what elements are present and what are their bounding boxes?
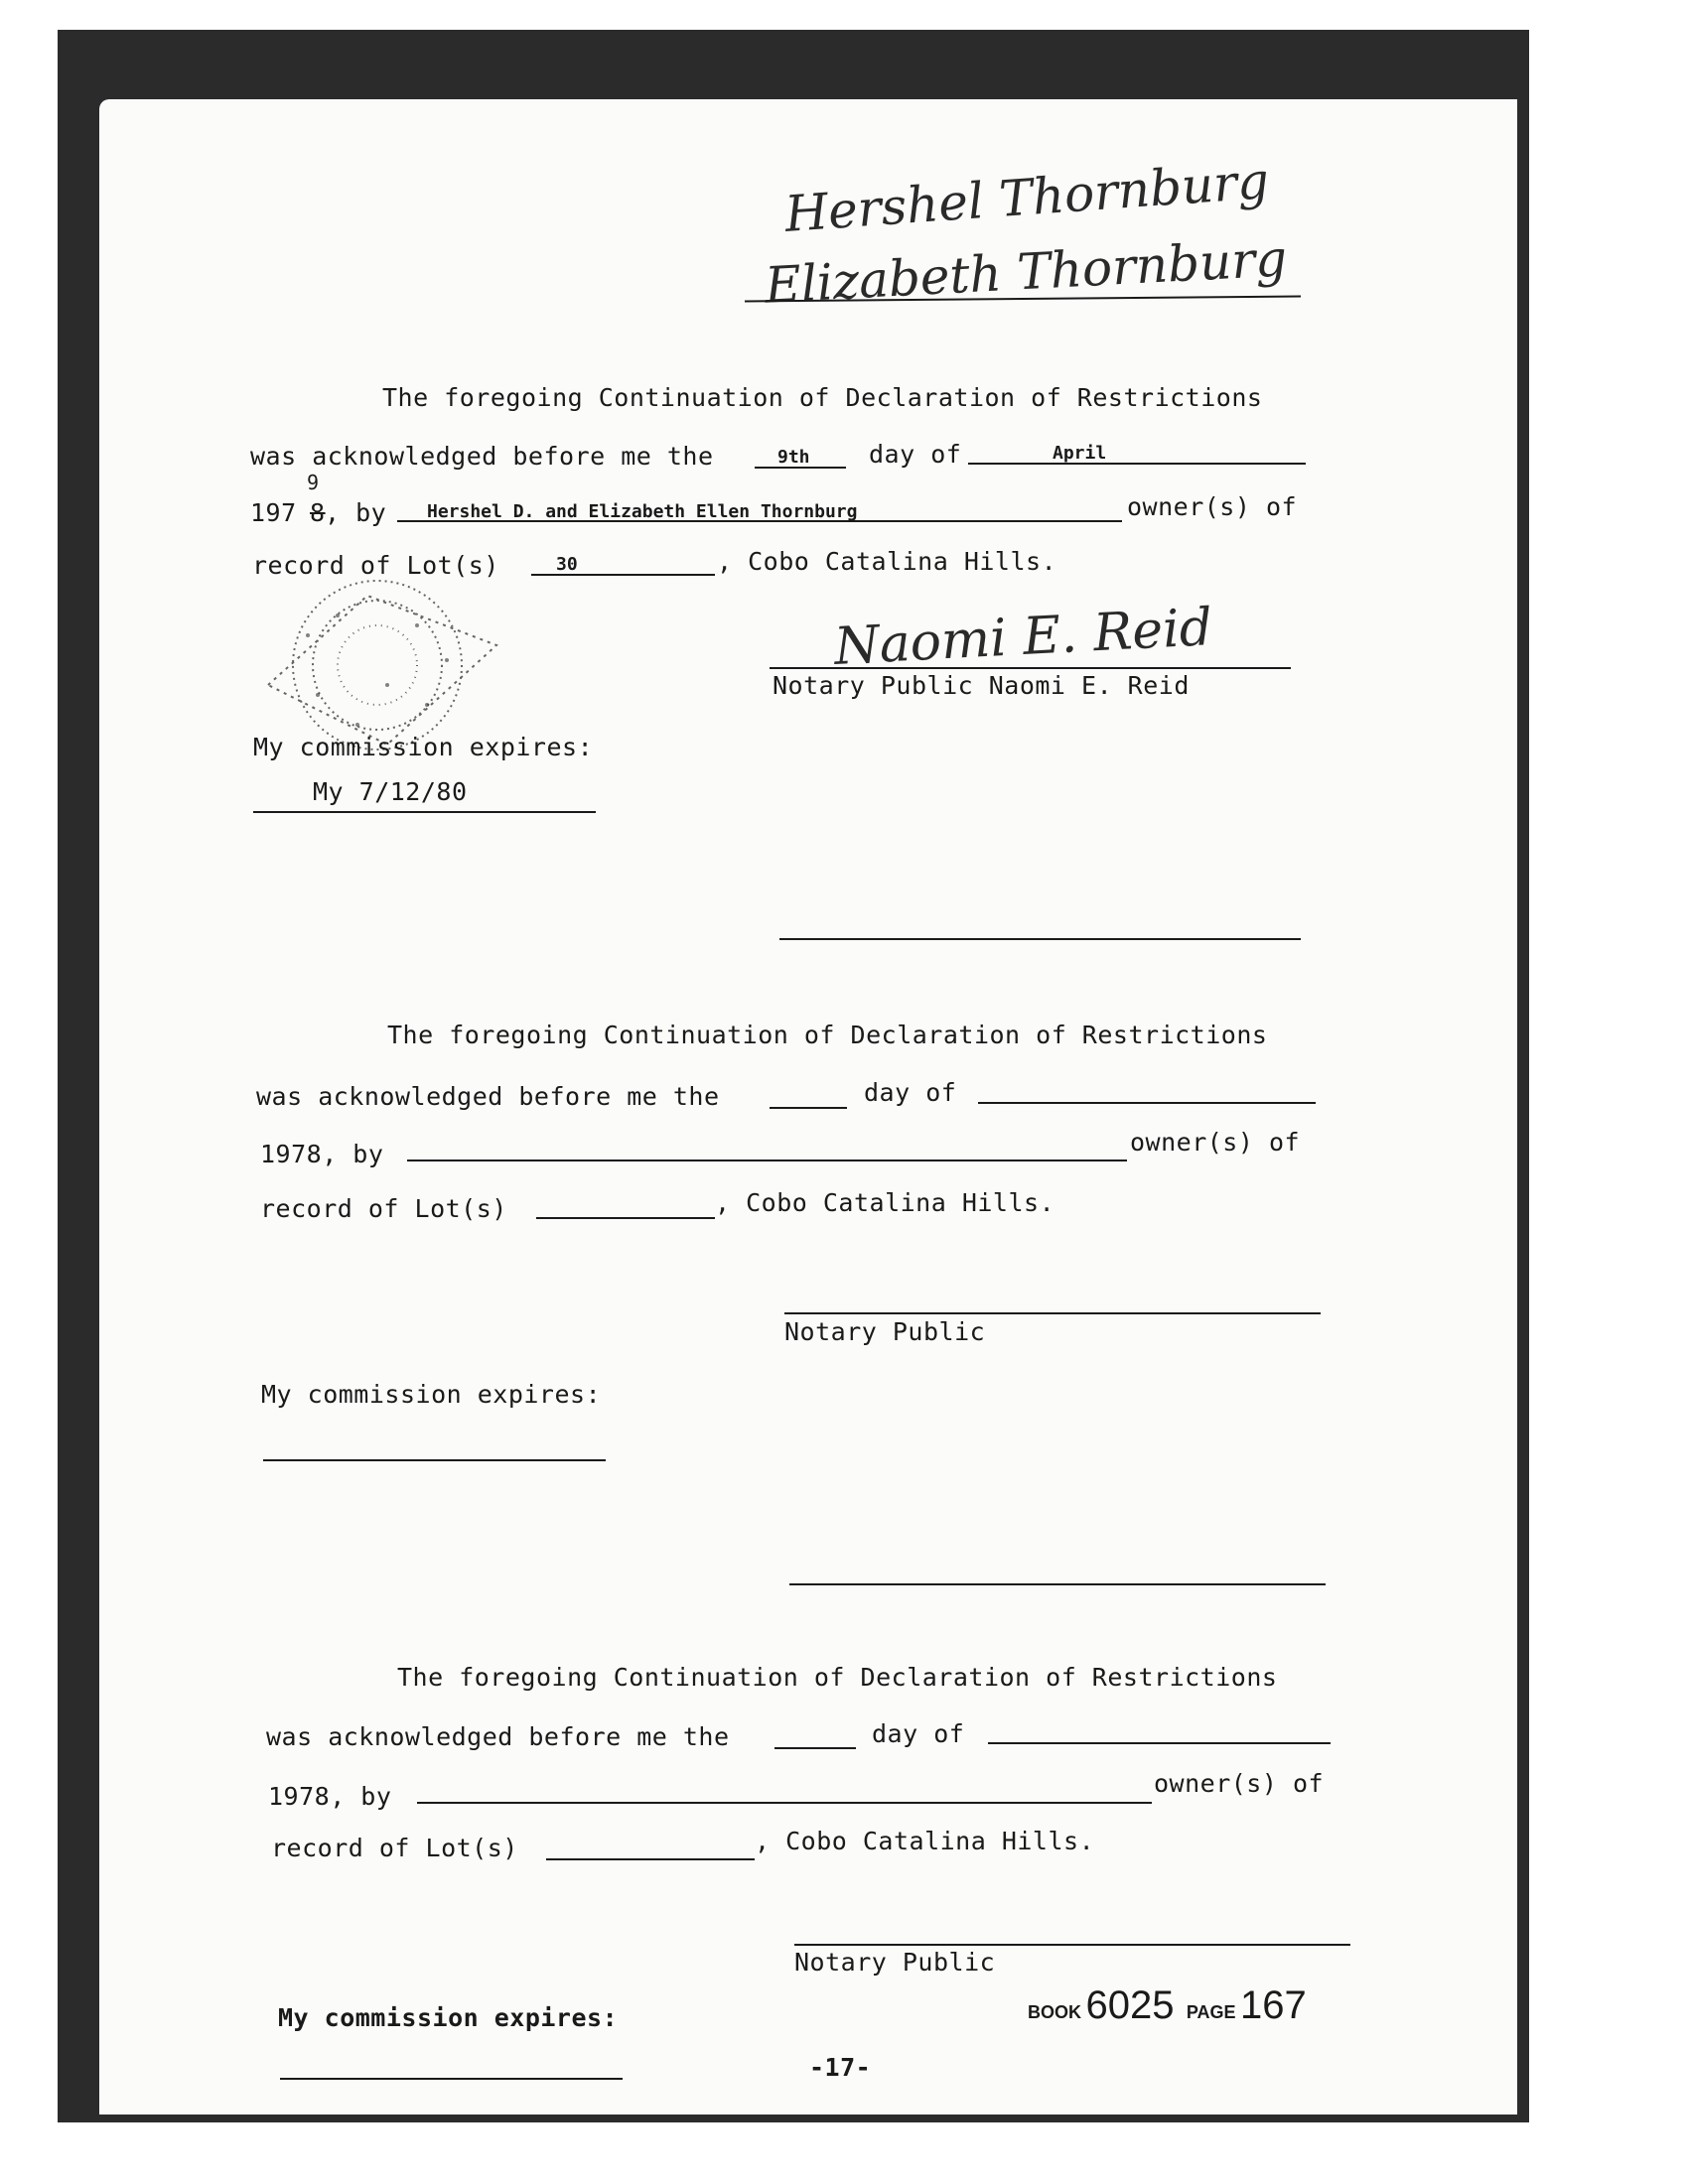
block3-month-blank bbox=[988, 1742, 1331, 1744]
signature-hershel-thornburg: Hershel Thornburg bbox=[782, 152, 1271, 243]
block3-line1: The foregoing Continuation of Declaration of Restrictions bbox=[397, 1663, 1278, 1692]
block2-owner-signature-line bbox=[779, 938, 1301, 940]
block2-commission-line bbox=[263, 1459, 606, 1461]
block2-acknowledged-prefix: was acknowledged before me the bbox=[256, 1082, 720, 1111]
block2-owner-suffix: owner(s) of bbox=[1130, 1128, 1301, 1157]
block1-owner-value: Hershel D. and Elizabeth Ellen Thornburg bbox=[427, 501, 858, 522]
block3-notary-label: Notary Public bbox=[794, 1948, 996, 1977]
block2-record-prefix: record of Lot(s) bbox=[260, 1194, 507, 1223]
block2-notary-line bbox=[784, 1312, 1321, 1314]
block2-line1: The foregoing Continuation of Declaration of Restrictions bbox=[387, 1021, 1268, 1049]
block1-record-prefix: record of Lot(s) bbox=[252, 551, 499, 580]
block3-notary-line bbox=[794, 1944, 1350, 1946]
block2-day-of: day of bbox=[864, 1078, 957, 1107]
block1-lot-value: 30 bbox=[556, 554, 578, 575]
block2-owner-blank bbox=[407, 1160, 1127, 1161]
block1-month-value: April bbox=[1053, 443, 1107, 464]
block1-lot-blank bbox=[531, 574, 715, 576]
book-label: BOOK bbox=[1028, 2002, 1081, 2022]
block1-acknowledged-prefix: was acknowledged before me the bbox=[250, 442, 714, 471]
block3-day-of: day of bbox=[872, 1719, 965, 1748]
block1-year-correction: 9 bbox=[307, 471, 320, 494]
block3-lot-blank bbox=[546, 1858, 755, 1860]
page-label: PAGE bbox=[1186, 2002, 1236, 2022]
block1-notary-line bbox=[770, 667, 1291, 669]
block1-owner-suffix: owner(s) of bbox=[1127, 492, 1298, 521]
block1-commission-line bbox=[253, 811, 596, 813]
block3-owner-blank bbox=[417, 1802, 1152, 1804]
block2-subdivision: , Cobo Catalina Hills. bbox=[715, 1188, 1055, 1217]
book-page-stamp bbox=[1028, 1983, 1307, 2028]
block1-day-value: 9th bbox=[777, 447, 810, 468]
block3-subdivision: , Cobo Catalina Hills. bbox=[755, 1827, 1095, 1855]
block1-month-blank bbox=[968, 463, 1306, 465]
block1-year-struck-digit: 8 bbox=[310, 498, 326, 527]
block2-notary-label: Notary Public bbox=[784, 1317, 986, 1346]
block1-day-blank bbox=[755, 467, 846, 469]
block1-subdivision: , Cobo Catalina Hills. bbox=[717, 547, 1057, 576]
block2-lot-blank bbox=[536, 1217, 715, 1219]
block3-record-prefix: record of Lot(s) bbox=[271, 1834, 518, 1862]
page-stamp-number: 167 bbox=[1240, 1983, 1307, 2027]
page-number: -17- bbox=[809, 2053, 872, 2082]
block3-owner-signature-line bbox=[789, 1583, 1326, 1585]
block1-notary-label: Notary Public Naomi E. Reid bbox=[773, 671, 1190, 700]
block2-day-blank bbox=[770, 1107, 847, 1109]
block3-acknowledged-prefix: was acknowledged before me the bbox=[266, 1722, 730, 1751]
block3-owner-suffix: owner(s) of bbox=[1154, 1769, 1325, 1798]
block3-year-line: 1978, by bbox=[268, 1782, 392, 1811]
block1-notary-signature: Naomi E. Reid bbox=[832, 598, 1214, 677]
block3-commission-label: My commission expires: bbox=[278, 2003, 619, 2032]
block1-line1: The foregoing Continuation of Declaration of Restrictions bbox=[382, 383, 1263, 412]
block3-commission-line bbox=[280, 2078, 623, 2080]
block1-year-prefix: 197 bbox=[250, 498, 297, 527]
block1-commission-label: My commission expires: bbox=[253, 733, 594, 761]
block3-day-blank bbox=[774, 1747, 856, 1749]
signature-elizabeth-thornburg: Elizabeth Thornburg bbox=[763, 229, 1289, 315]
block1-day-of: day of bbox=[869, 440, 962, 469]
block1-by-label: , by bbox=[325, 498, 387, 527]
book-number: 6025 bbox=[1085, 1983, 1175, 2027]
block2-commission-label: My commission expires: bbox=[261, 1380, 602, 1409]
block2-year-line: 1978, by bbox=[260, 1140, 384, 1168]
block1-commission-value: My 7/12/80 bbox=[313, 777, 468, 806]
block1-owner-blank bbox=[397, 520, 1122, 522]
block2-month-blank bbox=[978, 1102, 1316, 1104]
